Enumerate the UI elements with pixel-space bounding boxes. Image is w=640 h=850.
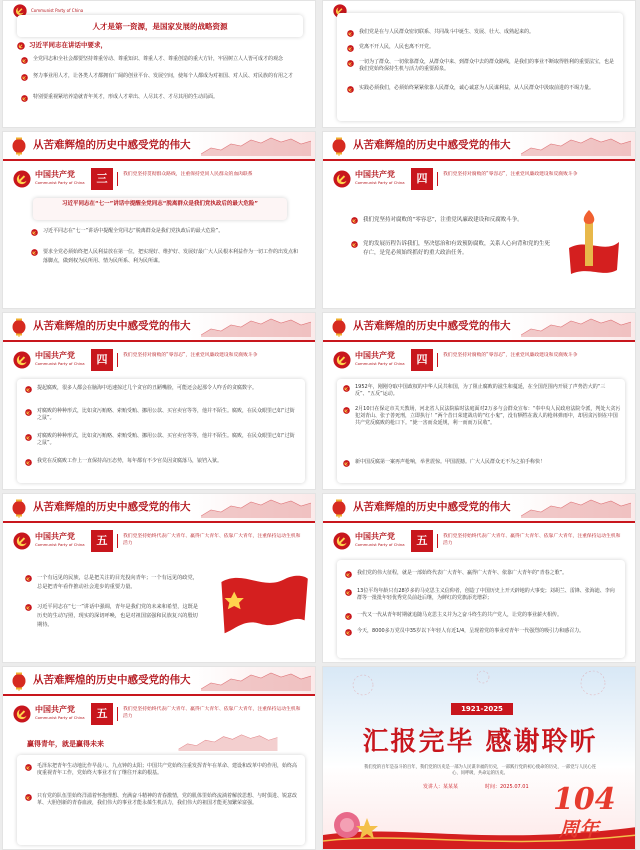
list-item (347, 44, 617, 51)
list-item-text: 提起腐败，很多人都会在脑海中迅速掠过几个贪官的丑陋嘴脸，可能还会起那令人咋舌的贪腐数字。 (37, 385, 258, 391)
section-number: 三 (91, 168, 113, 190)
list-item-text: 1952年，刚刚夺取中国政权的中华人民共和国，为了阻止腐败的滋生和蔓延，在全国范围内开展了声势浩大的“三反”、“五反”运动。 (355, 384, 606, 398)
list-item (345, 612, 617, 619)
highlight-title: 赢得青年，就是赢得未来 (27, 740, 104, 748)
section-title: 从苦难辉煌的历史中感受党的伟大 (353, 139, 511, 151)
party-name: 中国共产党 (35, 705, 75, 714)
great-wall-icon (201, 317, 311, 337)
party-name: 中国共产党 (35, 170, 75, 179)
party-bullet-icon (345, 613, 352, 620)
section-title: 从苦难辉煌的历史中感受党的伟大 (353, 501, 511, 513)
divider (117, 353, 118, 367)
party-bullet-icon (31, 249, 38, 256)
lantern-icon (331, 317, 347, 337)
list-item-text: 习近平同志在“七一”讲话中提醒全党同志“脱离群众是我们党执政后的最大危险”。 (43, 228, 224, 234)
party-row (333, 168, 629, 192)
party-en-label: Communist Party of China (31, 8, 84, 13)
party-bullet-icon (25, 409, 32, 416)
list-item (347, 59, 617, 73)
slide-mass-line-three[interactable] (2, 131, 316, 309)
speaker-label: 发讲人：某某某 (423, 784, 459, 790)
list-item-text: 新中国反腐第一案再声枪响，举世震惊。甲国震撼。广大人民群众无不为之拍手称快！ (355, 459, 546, 465)
list-item-text: 对腐败的种种形式，比如贪污贿赂、索贿受贿、挪用公款、买官卖官等等，他并不陌生。腐败，在民众眼里已如“过街之鼠”。 (37, 408, 295, 422)
list-item (345, 570, 617, 577)
divider (323, 521, 635, 523)
section-title: 从苦难辉煌的历史中感受党的伟大 (353, 320, 511, 332)
date-label: 时间：2025.07.01 (485, 784, 529, 790)
great-wall-icon (521, 136, 631, 156)
list-item-text: 实践必须我们，必须始终紧紧依靠人民群众，诚心诚意为人民谋利益，从人民群众中汲取前进的不竭力量。 (359, 85, 595, 91)
divider (323, 159, 635, 161)
list-item-text: 一切为了群众、一切依靠群众，从群众中来、到群众中去的群众路线，是我们的事业不断取得胜利的重要法宝，也是我们党始终保持生机与活力的重要源泉。 (359, 59, 615, 73)
star-icon (355, 817, 379, 841)
party-bullet-icon (25, 434, 32, 441)
party-row (333, 349, 629, 373)
party-emblem-icon (13, 351, 31, 369)
list-item (31, 248, 301, 266)
section-number: 四 (411, 349, 433, 371)
divider (117, 172, 118, 186)
list-item (351, 240, 551, 258)
lantern-icon (11, 498, 27, 518)
list-item (25, 433, 297, 447)
list-item-text: 习近平同志在“七一”讲话中强调，青年是我们党的未来和希望，这既是历史的生动写照，现实的深切呼唤，也是对祖国富强和民族复兴的殷切期待。 (37, 604, 199, 628)
party-emblem-icon (333, 351, 351, 369)
list-item (25, 385, 297, 392)
divider (437, 172, 438, 186)
party-bullet-icon (25, 459, 32, 466)
slide-youth[interactable] (2, 493, 316, 663)
fireworks-icon (323, 667, 636, 707)
list-item (31, 228, 301, 235)
years-badge: 1921-2025 (451, 703, 513, 715)
slide-win-youth[interactable] (2, 666, 316, 850)
party-bullet-icon (343, 385, 350, 392)
list-item-text: 我们党的伟大征程，就是一部始终代表广大青年、赢得广大青年、依靠广大青年的“青春之歌”。 (357, 570, 568, 576)
list-item-text: 毛泽东把青年生动地比作早晨八、九点钟的太阳；中国共产党始终注重发挥青年在革命、建设和改革中的作用，始终高度重视青年工作，党始终大事业才有了继往开来的根基。 (37, 763, 298, 777)
slide-talent[interactable] (2, 0, 316, 128)
section-number: 四 (91, 349, 113, 371)
party-bullet-icon (25, 794, 32, 801)
party-bullet-icon (343, 407, 350, 414)
great-wall-icon (201, 136, 311, 156)
party-bullet-icon (351, 241, 358, 248)
intro-text (17, 42, 303, 49)
list-item (21, 94, 305, 101)
party-emblem-icon (333, 532, 351, 550)
anniversary-suffix: 周年 (559, 817, 599, 841)
section-title: 从苦难辉煌的历史中感受党的伟大 (33, 501, 191, 513)
lantern-icon (11, 136, 27, 156)
torch-icon (559, 208, 623, 288)
intro-label: 习近平同志在讲话中要求， (29, 41, 107, 49)
section-description: 我们党坚持对腐败的“零容忍”，注重党风廉政建设和反腐败斗争 (123, 353, 258, 358)
great-wall-icon (201, 671, 311, 691)
divider (3, 340, 315, 342)
quote-title: 习近平同志在“七一”讲话中提醒全党同志“脱离群众是我们党执政后的最大危险” (62, 201, 258, 207)
party-bullet-icon (347, 60, 354, 67)
slide-youth-song[interactable] (322, 493, 636, 663)
party-name: 中国共产党 (35, 351, 75, 360)
party-bullet-icon (25, 386, 32, 393)
section-title: 从苦难辉煌的历史中感受党的伟大 (33, 320, 191, 332)
list-item-text: 13位平均年龄只有28岁多的马克思主义信仰者，创造了中国历史上开天辟地的大事变；刘胡兰、雷锋、张海迪、李向群等一批批年轻优秀党员前赴后继，为鲜红的党旗添光增彩； (357, 588, 615, 602)
divider (3, 159, 315, 161)
party-emblem-icon (13, 532, 31, 550)
party-en: Communist Party of China (355, 361, 405, 366)
list-item (25, 408, 297, 422)
list-item (343, 384, 621, 398)
party-en: Communist Party of China (35, 715, 85, 720)
party-en: Communist Party of China (35, 180, 85, 185)
list-item (21, 56, 305, 63)
list-item (351, 216, 551, 225)
slide-anti-corruption[interactable] (322, 131, 636, 309)
section-title: 从苦难辉煌的历史中感受党的伟大 (33, 674, 191, 686)
list-item-text: 努力事业用人才，让各类人才都拥有广阔的创业平台、发展空间，使每个人都成为对祖国、对人民、对民族的有用之才 (33, 73, 294, 79)
party-en: Communist Party of China (355, 542, 405, 547)
section-title: 从苦难辉煌的历史中感受党的伟大 (33, 139, 191, 151)
lantern-icon (331, 498, 347, 518)
party-bullet-icon (25, 575, 32, 582)
list-item-text: 特别要重视紧培养造就青年英才，形成人才辈出、人尽其才、才尽其用的生动局面。 (33, 94, 219, 100)
list-item (347, 85, 617, 92)
section-description: 我们党坚持始终代表广大青年、赢得广大青年、依靠广大青年，注重保持运动生机和活力 (123, 534, 301, 546)
party-bullet-icon (21, 74, 28, 81)
red-flag-icon (215, 566, 311, 646)
list-item-text: 我们党是在与人民群众密切联系、共同战斗中诞生、发展、壮大、成熟起来的。 (359, 29, 535, 35)
list-item-text: 对腐败的种种形式，比如贪污贿赂、索贿受贿、挪用公款、买官卖官等等，他并不陌生。腐败，在民众眼里已如“过街之鼠”。 (37, 433, 295, 447)
divider (3, 521, 315, 523)
list-item-text: 今天，8000多万党员中35岁以下年轻人有近1/4，呈现着党的事业对青年一代强烈的吸引力和感召力。 (357, 628, 585, 634)
list-item-text: 我们党坚持对腐败的“零容忍”，注重党风廉政建设和反腐败斗争。 (363, 217, 523, 223)
list-item-text: 要求全党必须始终把人民利益放在第一位，把实现好、维护好、发展好最广大人民根本利益作为一切工作的出发点和落脚点，做到权为民所用、情为民所系、利为民所谋。 (43, 249, 299, 264)
party-bullet-icon (351, 217, 358, 224)
party-bullet-icon (347, 30, 354, 37)
slide-thanks[interactable] (322, 666, 636, 850)
list-item-text: 党的发展历程告诉我们，坚决惩治和有效预防腐败，关系人心向背和党的生死存亡，是党必须始终抓好的重大政治任务。 (363, 241, 551, 256)
great-wall-icon (153, 733, 303, 751)
party-bullet-icon (347, 45, 354, 52)
slide-mass-line[interactable] (322, 0, 636, 128)
list-item (25, 458, 297, 465)
list-item (25, 574, 201, 592)
party-emblem-icon (333, 170, 351, 188)
party-row (13, 168, 309, 192)
party-bullet-icon (21, 57, 28, 64)
great-wall-icon (201, 498, 311, 518)
highlight-title: 人才是第一资源，是国家发展的战略资源 (92, 22, 228, 31)
divider (3, 694, 315, 696)
party-name: 中国共产党 (355, 170, 395, 179)
party-bullet-icon (345, 571, 352, 578)
list-item (343, 459, 621, 466)
thanks-subtitle: 我们党的百年是奋斗的百年，我们党的历史是一部为人民谋幸福的历史，一部践行党的初心使命的历史，一部党与人民心连心、同呼吸、共命运的历史。 (363, 765, 597, 776)
list-item-text: 一代又一代从青年时期就追随马克思主义并为之奋斗终生的共产党人，让党的事业薪火相传。 (357, 612, 563, 618)
section-description: 我们党坚持贯彻群众路线，注重保持党同人民群众的血肉联系 (123, 172, 253, 177)
slide-anti-corruption-history[interactable] (322, 312, 636, 490)
divider (437, 353, 438, 367)
slide-anti-corruption-detail[interactable] (2, 312, 316, 490)
party-name: 中国共产党 (355, 532, 395, 541)
list-item (345, 628, 617, 635)
list-item-text: 我党在反腐败工作上一直保持高压态势，每年都有不少官员因贪腐落马，锒铛入狱。 (37, 458, 223, 464)
list-item (345, 588, 617, 602)
lantern-icon (331, 136, 347, 156)
lantern-icon (11, 671, 27, 691)
section-number: 五 (91, 530, 113, 552)
party-en: Communist Party of China (35, 361, 85, 366)
party-row (333, 530, 629, 554)
section-number: 四 (411, 168, 433, 190)
party-bullet-icon (25, 764, 32, 771)
party-emblem-icon (13, 170, 31, 188)
party-en: Communist Party of China (35, 542, 85, 547)
list-item-text: 只有党的队伍里始终洋溢着怀抱理想、充满奋斗精神的青春激情，党的肌体里始终流淌着解放思想、与时俱进、锐意改革、大胆创新的青春血液，我们伟大的事业才能永葆生机活力，我们伟大的祖国才能更加繁荣富强。 (37, 793, 298, 807)
party-row (13, 530, 309, 554)
divider (323, 340, 635, 342)
thanks-title: 汇报完毕 感谢聆听 (362, 727, 598, 757)
list-item (347, 29, 617, 36)
great-wall-icon (521, 498, 631, 518)
party-row (13, 703, 309, 727)
party-bullet-icon (21, 95, 28, 102)
party-bullet-icon (31, 229, 38, 236)
list-item (25, 763, 297, 777)
list-item-text: 2月10日在保定市关天教场，河北省人民法院临时法庭面对2万多与会群众宣布：“奉中央人民政府法院令派，判处大贪污犯刘青山、张子善死刑，立即执行！”两个昔日荣建战功的“红小鬼”，没有牺牲在敌人的枪林弹雨中，却因贪污倒在中国共产党反腐败的枪口下。“毙一害而众延规，利一而而万民收”。 (355, 406, 621, 427)
party-en: Communist Party of China (355, 180, 405, 185)
party-row (13, 349, 309, 373)
divider (117, 707, 118, 721)
party-bullet-icon (347, 86, 354, 93)
list-item (25, 793, 297, 807)
section-description: 我们党坚持始终代表广大青年、赢得广大青年、依靠广大青年，注重保持运动生机和活力 (123, 707, 301, 719)
list-item (343, 406, 621, 428)
party-bullet-icon (345, 629, 352, 636)
party-bullet-icon (17, 42, 25, 50)
party-name: 中国共产党 (355, 351, 395, 360)
party-bullet-icon (343, 460, 350, 467)
lantern-icon (11, 317, 27, 337)
list-item (25, 603, 201, 630)
divider (437, 534, 438, 548)
party-bullet-icon (345, 589, 352, 596)
section-description: 我们党坚持对腐败的“零容忍”，注重党风廉政建设和反腐败斗争 (443, 353, 578, 358)
divider (117, 534, 118, 548)
party-name: 中国共产党 (35, 532, 75, 541)
list-item-text: 全党同志和全社会都要坚持尊重劳动、尊重知识、尊重人才、尊重创造的重大方针，牢固树立人人皆可成才的观念 (33, 56, 284, 62)
party-emblem-icon (13, 705, 31, 723)
section-description: 我们党坚持始终代表广大青年、赢得广大青年、依靠广大青年，注重保持运动生机和活力 (443, 534, 621, 546)
content-panel (17, 379, 305, 483)
anniversary-number: 104 (553, 782, 616, 817)
list-item-text: 党离不开人民，人民也离不开党。 (359, 44, 435, 50)
list-item-text: 一个有远见的民族，总是把关注的目光投向青年；一个有远见的政党，总是把青年看作推动社会进步的重要力量。 (37, 575, 198, 590)
party-bullet-icon (25, 604, 32, 611)
great-wall-icon (521, 317, 631, 337)
list-item (21, 73, 305, 80)
section-number: 五 (91, 703, 113, 725)
section-number: 五 (411, 530, 433, 552)
section-description: 我们党坚持对腐败的“零容忍”，注重党风廉政建设和反腐败斗争 (443, 172, 578, 177)
